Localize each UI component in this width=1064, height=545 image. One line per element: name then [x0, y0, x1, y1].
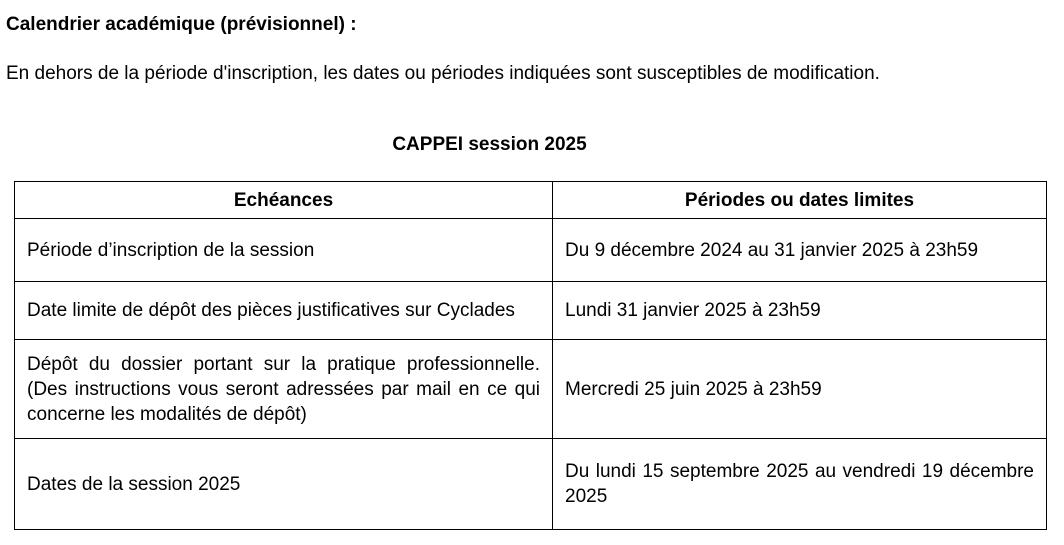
periode-cell: Du lundi 15 septembre 2025 au vendredi 19 décembre 2025 — [553, 439, 1047, 530]
periode-cell: Du 9 décembre 2024 au 31 janvier 2025 à 23h59 — [553, 219, 1047, 282]
column-header-periodes: Périodes ou dates limites — [553, 182, 1047, 219]
table-header-row — [15, 182, 1047, 219]
periode-cell: Mercredi 25 juin 2025 à 23h59 — [553, 340, 1047, 439]
echeance-cell: Période d’inscription de la session — [15, 219, 553, 282]
table-row — [15, 340, 1047, 439]
table-row — [15, 219, 1047, 282]
table-row — [15, 282, 1047, 340]
echeance-cell: Date limite de dépôt des pièces justificatives sur Cyclades — [15, 282, 553, 340]
echeance-cell: Dépôt du dossier portant sur la pratique professionnelle. (Des instructions vous seront adressées par mail en ce qui concerne les modalités de dépôt) — [15, 340, 553, 439]
session-heading: CAPPEI session 2025 — [392, 134, 587, 155]
column-header-echeances: Echéances — [15, 182, 553, 219]
page-title: Calendrier académique (prévisionnel) : — [6, 14, 357, 35]
intro-paragraph: En dehors de la période d'inscription, les dates ou périodes indiquées sont susceptibles de modification. — [6, 63, 880, 84]
calendar-table — [14, 181, 1047, 530]
echeance-cell: Dates de la session 2025 — [15, 439, 553, 530]
table-row — [15, 439, 1047, 530]
periode-cell: Lundi 31 janvier 2025 à 23h59 — [553, 282, 1047, 340]
